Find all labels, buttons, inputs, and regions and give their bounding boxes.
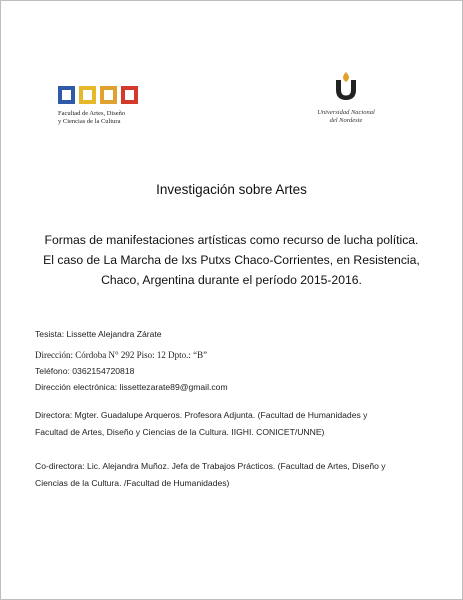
tesista-line: Tesista: Lissette Alejandra Zárate <box>35 329 162 339</box>
faculty-caption-line1: Facultad de Artes, Diseño <box>58 110 126 117</box>
phone-line: Teléfono: 0362154720818 <box>35 366 135 376</box>
logo-square-orange <box>100 86 117 104</box>
address-line: Dirección: Córdoba N° 292 Piso: 12 Dpto.: “B” <box>35 350 208 360</box>
email-line: Dirección electrónica: lissettezarate89@gmail.com <box>35 382 228 392</box>
document-title: Investigación sobre Artes <box>156 182 307 197</box>
university-caption-line2: del Nordeste <box>329 117 363 124</box>
directora-line1: Directora: Mgter. Guadalupe Arqueros. Profesora Adjunta. (Facultad de Humanidades y <box>35 410 368 420</box>
faculty-caption-line2: y Ciencias de la Cultura <box>58 118 121 125</box>
codirectora-paragraph <box>35 458 430 492</box>
faculty-logo-squares <box>58 86 138 104</box>
university-logo <box>313 70 379 125</box>
subtitle-line2: El caso de La Marcha de Ixs Putxs Chaco-Corrientes, en Resistencia, <box>43 253 420 267</box>
codirectora-line1: Co-directora: Lic. Alejandra Muñoz. Jefa de Trabajos Prácticos. (Facultad de Artes, Diseño y <box>35 461 386 471</box>
subtitle-line1: Formas de manifestaciones artísticas como recurso de lucha política. <box>44 233 419 247</box>
university-caption-line1: Universidad Nacional <box>317 109 375 116</box>
directora-paragraph <box>35 407 430 441</box>
logo-square-blue <box>58 86 75 104</box>
thesis-subtitle <box>20 230 443 290</box>
directora-line2: Facultad de Artes, Diseño y Ciencias de la Cultura. IIGHI. CONICET/UNNE) <box>35 427 325 437</box>
logo-square-yellow <box>79 86 96 104</box>
logo-square-red <box>121 86 138 104</box>
codirectora-line2: Ciencias de la Cultura. /Facultad de Humanidades) <box>35 478 230 488</box>
university-emblem-icon <box>329 70 363 102</box>
faculty-logo-caption <box>58 110 138 126</box>
faculty-logo <box>58 86 138 126</box>
university-caption <box>313 109 379 125</box>
subtitle-line3: Chaco, Argentina durante el período 2015-2016. <box>101 273 362 287</box>
